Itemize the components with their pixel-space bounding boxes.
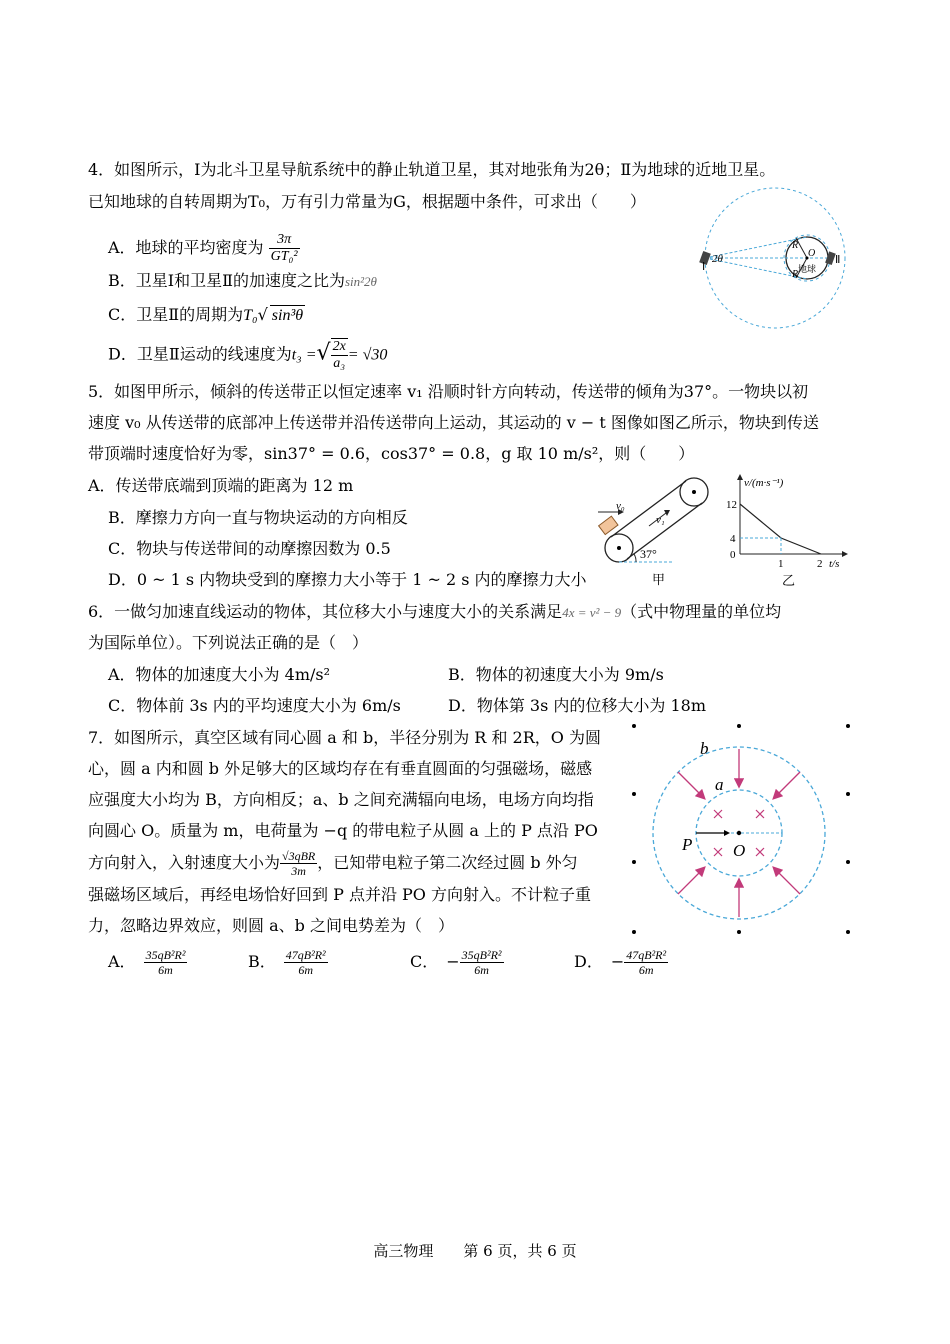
q4-option-c-root: sin³θ [271,307,304,324]
q5-label-v0: v₀ [616,500,625,512]
q7-speed-fraction [280,849,317,878]
q5-belt-bottom [627,503,702,559]
q7-label-b: b [700,739,709,758]
q7-stem-line5-text: 方向射入，入射速度大小为 [88,853,281,872]
q4-label-o: O [808,248,816,259]
q7-option-c-sign: − [446,952,460,971]
q7-stem-line6: 强磁场区域后，再经电场恰好回到 P 点并沿 PO 方向射入。不计粒子重 [88,885,591,904]
q6-option-b: B．物体的初速度大小为 9m/s [448,665,664,684]
q4-option-a-text: A．地球的平均密度为 [108,238,264,257]
q7-option-c-denominator: 6m [474,963,489,977]
q7-option-c-numerator: 35qB²R² [461,948,502,962]
q5-caption-jia: 甲 [652,572,666,587]
q5-block [599,516,618,534]
q4-option-d-lhs: t₃ = [291,346,317,364]
q4-label-ii: Ⅱ [835,254,841,266]
q7-option-d-numerator: 47qB²R² [626,948,667,962]
q5-x-label: t/s [829,558,840,570]
q4-option-c-text: C．卫星Ⅱ的周期为 [108,305,244,324]
q4-option-d-rhs: = √30 [347,346,388,364]
q7-option-c-label: C． [410,952,439,971]
q7-option-b-denominator: 6m [298,963,314,977]
q6-option-c: C．物体前 3s 内的平均速度大小为 6m/s [108,696,401,715]
q7-concentric-field-diagram [620,716,860,944]
q7-stem-line2: 心，圆 a 内和圆 b 外足够大的区域均存在有垂直圆面的匀强磁场，磁感 [88,759,593,778]
q5-option-c: C．物块与传送带间的动摩擦因数为 0.5 [108,539,391,558]
q4-option-d-fraction [331,338,348,372]
q5-stem-line1: 5．如图甲所示，倾斜的传送带正以恒定速率 v₁ 沿顺时针方向转动，传送带的倾角为37°。一物块以初 [88,382,809,401]
q5-tick-4: 4 [730,533,736,545]
q6-formula: 4x = v² − 9 [562,605,622,620]
q4-option-c [108,305,305,326]
q7-outer-field-dots [632,724,850,934]
q7-option-c [410,948,504,977]
q5-tick-12: 12 [726,499,737,511]
q7-label-o: O [733,841,746,860]
q4-option-c-period: T₀ [243,307,258,324]
q4-option-b-expr: sin²2θ [344,274,377,289]
q4-satellite-diagram [690,186,858,336]
q6-option-d: D．物体第 3s 内的位移大小为 18m [448,696,707,715]
q7-option-a-fraction [144,948,188,977]
q7-stem-line5-suffix: ，已知带电粒子第二次经过圆 b 外匀 [317,853,578,872]
q7-stem-line4: 向圆心 O。质量为 m，电荷量为 −q 的带电粒子从圆 a 上的 P 点沿 PO [88,821,598,840]
q5-option-a: A．传送带底端到顶端的距离为 12 m [88,476,354,495]
q7-stem-line5 [88,848,578,878]
q5-vt-graph [724,472,854,590]
q7-option-d-sign: − [610,952,625,971]
q6-stem-line1 [88,602,781,623]
q7-option-d-fraction [624,948,668,977]
q4-label-2theta: 2θ [712,253,723,265]
q4-label-r2: R [792,269,799,280]
q4-option-a-fraction [269,232,300,265]
q5-stem-line3: 带顶端时速度恰好为零，sin37° = 0.6，cos37° = 0.8，g 取 10 m/s²，则（ ） [88,444,695,463]
q7-option-b-fraction [284,948,328,977]
q7-option-b-numerator: 47qB²R² [285,948,326,962]
q5-stem-line2: 速度 v₀ 从传送带的底部冲上传送带并沿传送带向上运动，其运动的 v − t 图像如图乙所示，物块到传送 [88,413,819,432]
q7-stem-line7: 力，忽略边界效应，则圆 a、b 之间电势差为（ ） [88,916,454,935]
q7-option-d-label: D． [574,952,603,971]
q4-option-a-denominator: GT₀² [270,249,298,264]
q5-conveyor-diagram [594,468,724,590]
q4-option-d-sqrt-icon: √ [316,340,331,366]
q7-stem-line3: 应强度大小均为 B，方向相反；a、b 之间充满辐向电场，电场方向均指 [88,790,594,809]
q5-option-d: D．0 ~ 1 s 内物块受到的摩擦力大小等于 1 ~ 2 s 内的摩擦力大小 [108,570,587,589]
q4-option-a [108,232,300,265]
q7-option-d-denominator: 6m [638,963,654,977]
q4-option-d-denominator: a₃ [333,356,346,371]
q4-label-earth: 地球 [798,264,817,274]
q7-speed-denominator: 3m [291,864,306,878]
q7-stem-line1: 7．如图所示，真空区域有同心圆 a 和 b，半径分别为 R 和 2R，O 为圆 [88,728,601,747]
q5-tick-1: 1 [778,558,784,570]
q4-option-d [108,338,387,372]
q7-label-a: a [715,775,724,794]
q7-option-a [108,948,187,977]
q4-option-d-text: D．卫星Ⅱ运动的线速度为 [108,344,292,364]
q5-option-b: B．摩擦力方向一直与物块运动的方向相反 [108,508,408,527]
q4-option-a-numerator: 3π [269,232,300,249]
q4-stem-line2: 已知地球的自转周期为T₀，万有引力常量为G，根据题中条件，可求出（ ） [88,192,646,211]
q4-label-i: Ⅰ [702,261,706,273]
q7-option-d [574,948,668,977]
q5-tick-0: 0 [730,549,736,561]
q7-center-point [737,831,741,835]
q5-label-v1: v₁ [656,514,665,526]
q5-caption-yi: 乙 [782,573,796,588]
q6-stem-line1-text: 6．一做匀加速直线运动的物体，其位移大小与速度大小的关系满足 [88,602,563,621]
q4-option-d-numerator: 2x [332,339,346,354]
page-footer: 高三物理 第 6 页，共 6 页 [373,1242,577,1260]
q7-option-a-numerator: 35qB²R² [145,948,186,962]
q7-option-b-label: B． [248,952,276,971]
q7-speed-numerator: √3qBR [282,849,316,863]
q4-stem-line1: 4．如图所示，Ⅰ为北斗卫星导航系统中的静止轨道卫星，其对地张角为2θ；Ⅱ为地球的近地卫星。 [88,160,776,179]
q5-tick-2: 2 [817,558,823,570]
q4-option-b [108,271,377,292]
q7-option-a-label: A． [108,952,136,971]
q7-label-p: P [682,835,693,854]
q5-y-label: v/(m·s⁻¹) [744,477,784,489]
q6-stem-line2: 为国际单位）。下列说法正确的是（ ） [88,633,369,652]
q7-option-c-fraction [460,948,504,977]
q5-label-angle: 37° [640,547,657,561]
q4-option-b-text: B．卫星Ⅰ和卫星Ⅱ的加速度之比为 [108,271,345,290]
q6-option-a: A．物体的加速度大小为 4m/s² [108,665,331,684]
q4-label-r1: R [792,240,799,251]
q7-option-b [248,948,328,977]
q4-option-c-sqrt-icon: √ [257,305,268,324]
q7-option-a-denominator: 6m [158,963,173,977]
q5-vt-line [740,504,821,554]
q6-stem-line1-end: （式中物理量的单位均 [621,602,782,621]
